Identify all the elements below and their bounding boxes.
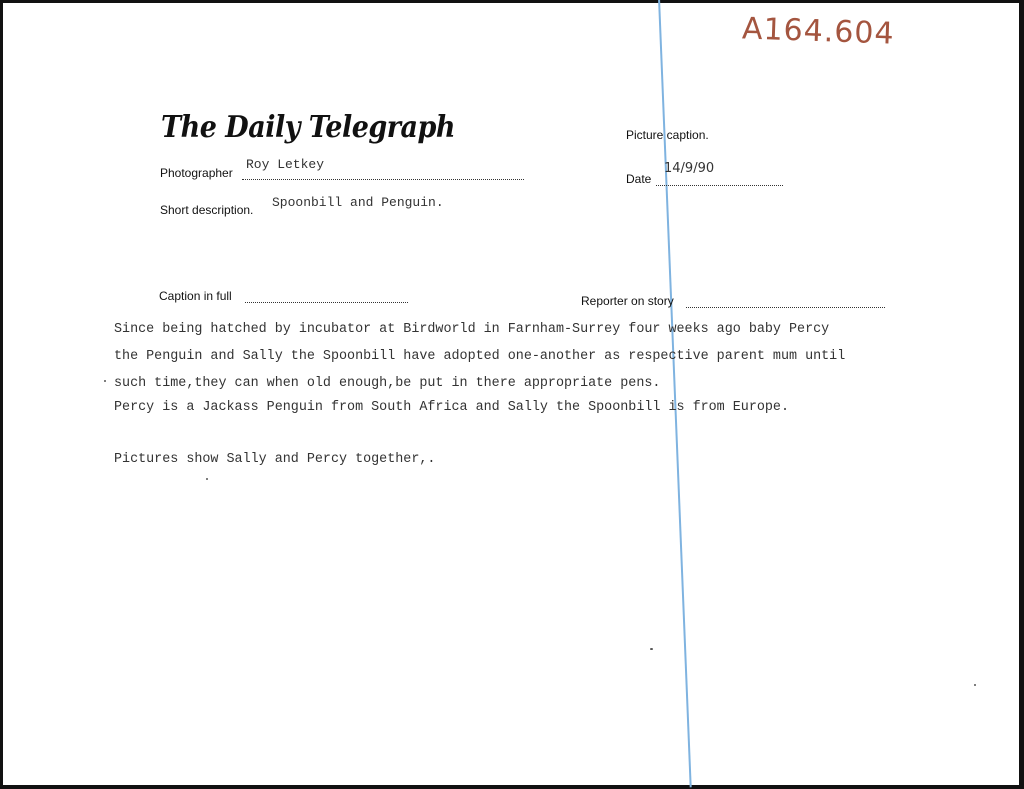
caption-line: Percy is a Jackass Penguin from South Africa and Sally the Spoonbill is from Europe. [114, 400, 789, 415]
photographer-dotted-line [242, 178, 524, 180]
date-value: 14/9/90 [664, 161, 715, 176]
scan-speck [206, 478, 208, 480]
caption-line: Since being hatched by incubator at Birdworld in Farnham-Surrey four weeks ago baby Percy [114, 322, 830, 337]
caption-line: such time,they can when old enough,be put in there appropriate pens. [114, 376, 661, 391]
scan-border-left [0, 0, 3, 789]
scan-speck [104, 380, 106, 382]
short-description-label: Short description. [160, 203, 254, 217]
caption-body [114, 316, 845, 421]
caption-line: the Penguin and Sally the Spoonbill have adopted one-another as respective parent mum until [114, 349, 846, 364]
picture-caption-label: Picture caption. [626, 128, 709, 142]
date-dotted-line [656, 184, 783, 186]
scan-border-right [1019, 0, 1024, 789]
reporter-dotted-line [686, 306, 885, 308]
date-label: Date [626, 172, 652, 186]
photographer-value: Roy Letkey [246, 157, 325, 172]
scan-border-bottom [0, 785, 1024, 789]
short-description-value: Spoonbill and Penguin. [272, 195, 444, 210]
caption-dotted-line [245, 301, 408, 303]
scan-border-top [0, 0, 1024, 3]
caption-in-full-label: Caption in full [159, 289, 232, 303]
scan-speck [650, 648, 653, 650]
scan-speck [974, 684, 976, 686]
archive-reference: A164.604 [741, 11, 896, 52]
reporter-label: Reporter on story [581, 294, 674, 308]
newspaper-masthead: The Daily Telegraph [161, 110, 456, 145]
photographer-label: Photographer [160, 166, 233, 180]
pictures-line: Pictures show Sally and Percy together,. [114, 452, 436, 467]
